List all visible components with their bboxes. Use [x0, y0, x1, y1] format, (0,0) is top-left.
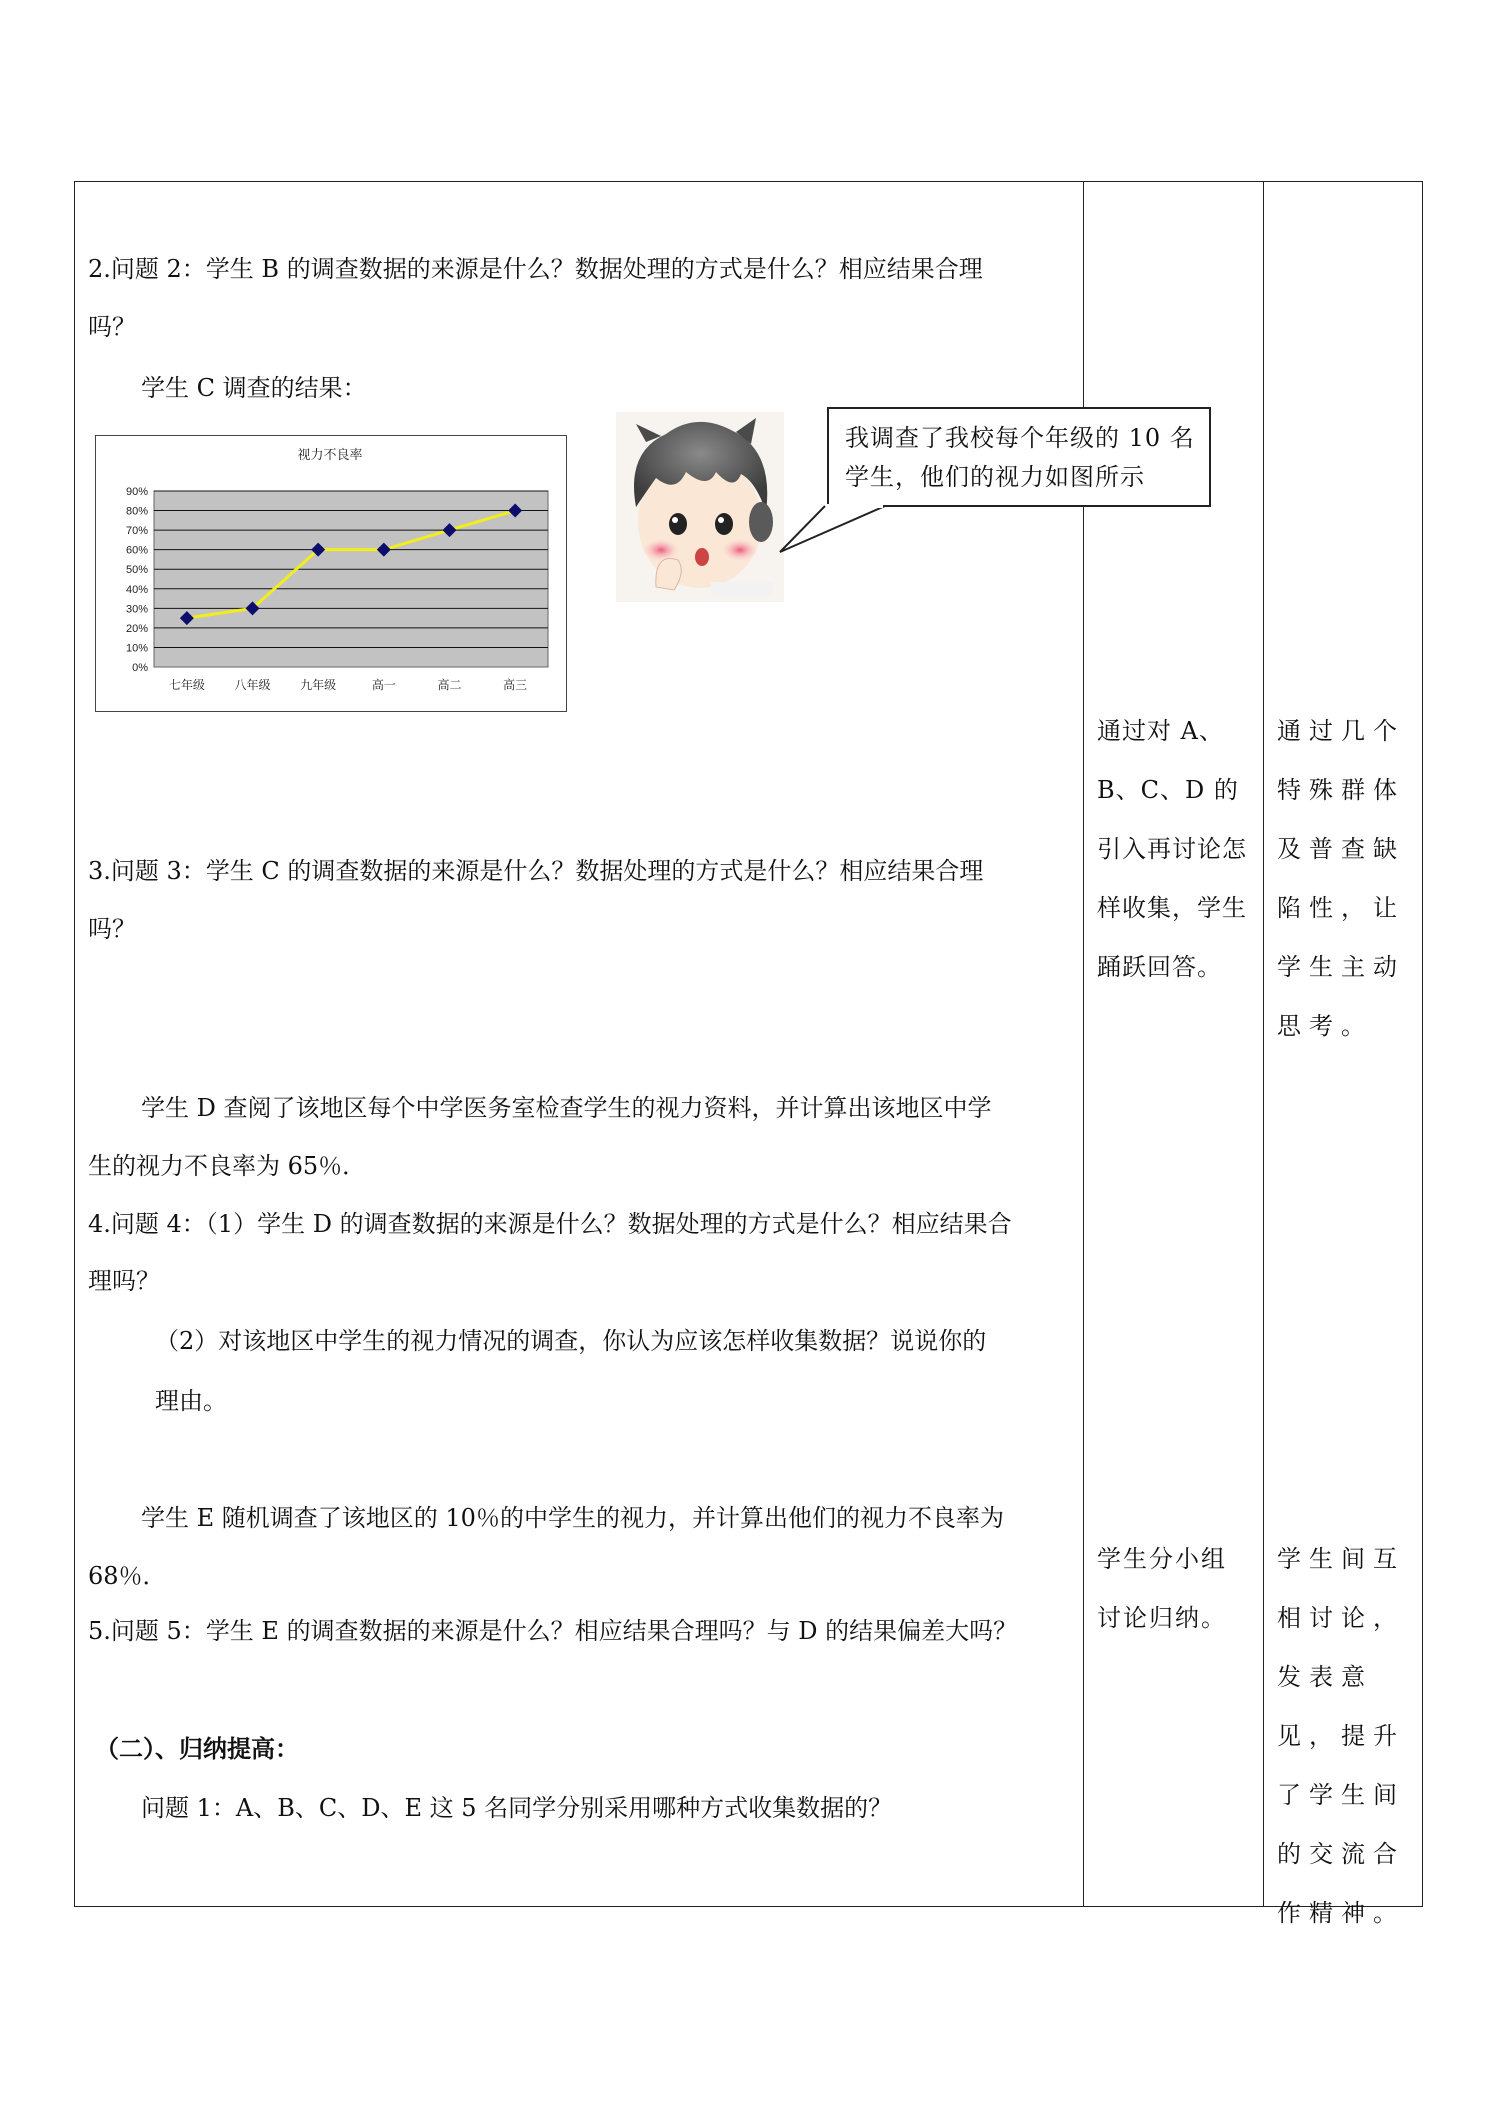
column-divider-2 [1263, 181, 1264, 1907]
student-e-line-2: 68％． [88, 1562, 167, 1590]
question-2-line-2: 吗？ [88, 313, 136, 341]
student-c-result-label: 学生 C 调查的结果： [141, 374, 367, 402]
question-4-line-2: 理吗？ [88, 1267, 160, 1295]
y-tick-label: 20% [125, 622, 148, 635]
section-2-title: （二）、归纳提高： [95, 1734, 299, 1763]
y-tick-label: 30% [125, 603, 148, 616]
student-e-line-1: 学生 E 随机调查了该地区的 10％的中学生的视力，并计算出他们的视力不良率为 [141, 1504, 1004, 1532]
y-tick-label: 90% [125, 486, 148, 498]
y-tick-label: 60% [125, 544, 148, 557]
y-tick-label: 80% [125, 505, 148, 518]
question-3-line-2: 吗？ [88, 915, 136, 943]
speech-bubble-tail [770, 500, 910, 560]
student-d-line-2: 生的视力不良率为 65％． [88, 1152, 367, 1180]
question-4-line-1: 4.问题 4：（1）学生 D 的调查数据的来源是什么？数据处理的方式是什么？相应结果合 [88, 1210, 1012, 1238]
speech-bubble-text: 我调查了我校每个年级的 10 名学生，他们的视力如图所示 [845, 424, 1195, 491]
y-tick-label: 50% [125, 564, 148, 577]
y-tick-label: 70% [125, 525, 148, 538]
cartoon-boy-avatar [616, 412, 784, 602]
x-tick-label: 八年级 [234, 678, 271, 692]
chart-title: 视力不良率 [297, 447, 363, 462]
question-4-sub-line-2: 理由。 [155, 1387, 227, 1415]
x-tick-label: 高二 [437, 678, 462, 692]
col3-note-1: 通过几个特殊群体及普查缺陷性，让学生主动思考。 [1277, 717, 1405, 1040]
vision-chart [95, 435, 567, 712]
question-3-line-1: 3.问题 3：学生 C 的调查数据的来源是什么？数据处理的方式是什么？相应结果合理 [88, 857, 984, 885]
question-4-sub-line-1: （2）对该地区中学生的视力情况的调查，你认为应该怎样收集数据？说说你的 [155, 1327, 987, 1355]
student-d-line-1: 学生 D 查阅了该地区每个中学医务室检查学生的视力资料，并计算出该地区中学 [141, 1094, 992, 1122]
x-tick-label: 九年级 [300, 678, 337, 692]
col2-note-1: 通过对 A、B、C、D 的引入再讨论怎样收集，学生踊跃回答。 [1097, 717, 1247, 981]
x-tick-label: 高一 [371, 678, 396, 692]
question-2-line-1: 2.问题 2：学生 B 的调查数据的来源是什么？数据处理的方式是什么？相应结果合理 [88, 255, 983, 283]
x-tick-label: 高三 [503, 678, 528, 692]
chart-svg [96, 436, 565, 710]
question-5: 5.问题 5：学生 E 的调查数据的来源是什么？相应结果合理吗？与 D 的结果偏差大吗？ [88, 1617, 1018, 1645]
y-tick-label: 10% [125, 642, 148, 655]
col3-note-2: 学生间互相讨论，发表意见，提升了学生间的交流合作精神。 [1277, 1545, 1405, 1927]
col2-note-2: 学生分小组讨论归纳。 [1097, 1545, 1227, 1632]
y-tick-label: 40% [125, 583, 148, 596]
y-tick-label: 0% [132, 662, 148, 674]
x-tick-label: 七年级 [168, 678, 205, 692]
summary-question-1: 问题 1：A、B、C、D、E 这 5 名同学分别采用哪种方式收集数据的？ [141, 1794, 893, 1822]
speech-bubble [827, 407, 1211, 507]
